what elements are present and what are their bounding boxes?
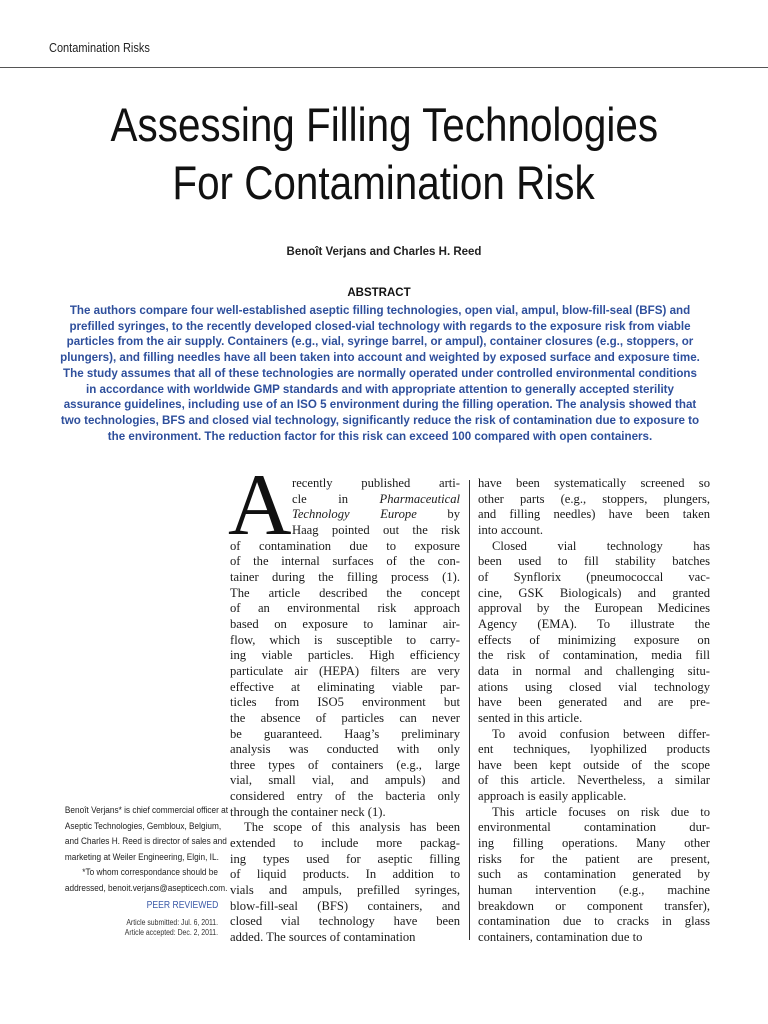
body-line: of contamination due to exposure bbox=[230, 538, 460, 553]
body-line: sented in this article. bbox=[478, 710, 583, 725]
bio-line: Aseptic Technologies, Gembloux, Belgium, bbox=[64, 820, 222, 832]
body-line: added. The sources of contamination bbox=[230, 930, 416, 945]
journal-name: Pharmaceutical bbox=[379, 491, 460, 506]
abstract-line: plungers), and filling needles have all been taken into account and weighted by exposed surface and exposure time. bbox=[60, 351, 700, 365]
abstract-line: The authors compare four well-established aseptic filling technologies, open vial, ampul, blow-fill-seal (BFS) and bbox=[69, 304, 691, 317]
body-line: of this article. Nevertheless, a similar bbox=[478, 773, 710, 788]
body-line: environmental contamination dur- bbox=[478, 820, 710, 835]
body-line: have been kept outside of the scope bbox=[478, 757, 710, 772]
body-line: tainer during the filling process (1). bbox=[230, 569, 460, 584]
header-rule bbox=[0, 67, 768, 68]
body-line: ing viable particles. High efficiency bbox=[230, 648, 460, 663]
submitted-date: Article submitted: Jul. 6, 2011. bbox=[126, 918, 218, 927]
body-line: of Synflorix (pneumococcal vac- bbox=[478, 569, 710, 584]
body-line: ticles from ISO5 environment but bbox=[230, 695, 460, 710]
body-line: have been generated and are pre- bbox=[478, 695, 710, 710]
body-line: Haag pointed out the risk bbox=[292, 522, 460, 537]
body-line: of the internal surfaces of the con- bbox=[230, 554, 460, 569]
body-line: contamination due to cracks in glass bbox=[478, 914, 710, 929]
body-line: analysis was conducted with only bbox=[230, 742, 460, 757]
body-line: blow-fill-seal (BFS) containers, and bbox=[230, 898, 460, 913]
body-line: breakdown or component transfer), bbox=[478, 898, 710, 913]
body-line: and filling needles) have been taken bbox=[478, 507, 710, 522]
body-text: by bbox=[416, 507, 460, 522]
body-line: effects of minimizing exposure on bbox=[478, 632, 710, 647]
abstract-line: particles from the air supply. Containers (e.g., vial, syringe barrel, or ampul), container closures (e.g., stoppers, or bbox=[66, 335, 694, 349]
journal-name: Technology Europe bbox=[292, 507, 417, 522]
peer-reviewed-label bbox=[40, 900, 218, 911]
abstract-heading: ABSTRACT bbox=[347, 287, 411, 299]
body-line: human intervention (e.g., machine bbox=[478, 883, 710, 898]
body-column-1-rest bbox=[230, 539, 460, 946]
body-line: effective at eliminating viable par- bbox=[230, 679, 460, 694]
body-line: containers, contamination due to bbox=[478, 930, 643, 945]
body-line: been used to fill stability batches bbox=[478, 554, 710, 569]
body-line: The scope of this analysis has been bbox=[244, 820, 460, 835]
title-line-2: For Contamination Risk bbox=[172, 156, 596, 209]
body-line: the absence of particles can never bbox=[230, 710, 460, 725]
abstract-line: in accordance with worldwide GMP standards and with appropriate attention to generally accepted sterility bbox=[86, 382, 674, 396]
body-line: To avoid confusion between differ- bbox=[492, 726, 710, 741]
article-title bbox=[0, 96, 768, 212]
body-line: the risk of contamination, media fill bbox=[478, 648, 710, 663]
body-line: data in normal and challenging situ- bbox=[478, 663, 710, 678]
body-line: through the container neck (1). bbox=[230, 804, 386, 819]
body-line: This article focuses on risk due to bbox=[492, 804, 710, 819]
body-line: recently published arti- bbox=[292, 476, 460, 490]
body-text: cle in bbox=[292, 491, 380, 506]
body-line: The article described the concept bbox=[230, 585, 460, 600]
body-line: be guaranteed. Haag’s preliminary bbox=[230, 726, 460, 741]
peer-reviewed-text: PEER REVIEWED bbox=[146, 900, 218, 911]
abstract-body bbox=[60, 303, 700, 444]
author-bio bbox=[40, 803, 229, 897]
body-line: approach is easily applicable. bbox=[478, 789, 627, 804]
abstract-line: the environment. The reduction factor for this risk can exceed 100 compared with open containers. bbox=[107, 429, 653, 443]
body-line: based on exposure to laminar air- bbox=[230, 616, 460, 631]
body-line: other parts (e.g., stoppers, plungers, bbox=[478, 491, 710, 506]
body-line: of an environmental risk approach bbox=[230, 601, 460, 616]
bio-line: Benoît Verjans* is chief commercial officer at bbox=[64, 805, 229, 816]
section-label: Contamination Risks bbox=[49, 41, 150, 55]
bio-line: marketing at Weiler Engineering, Elgin, IL. bbox=[64, 851, 219, 863]
body-line: considered entry of the bacteria only bbox=[230, 789, 460, 804]
bio-line: addressed, benoit.verjans@asepticech.com. bbox=[64, 882, 228, 894]
body-line: ent techniques, lyophilized products bbox=[478, 742, 710, 757]
body-line: cine, GSK Biologicals) and granted bbox=[478, 585, 710, 600]
body-column-2-rest bbox=[478, 476, 710, 946]
body-line: approval by the European Medicines bbox=[478, 601, 710, 616]
body-line: Agency (EMA). To illustrate the bbox=[478, 616, 710, 631]
body-line: flow, which is susceptible to carry- bbox=[230, 632, 460, 647]
abstract-line: assurance guidelines, including use of an ISO 5 environment during the filling operation. The analysis showed that bbox=[63, 398, 697, 412]
body-line: risks for the patient are present, bbox=[478, 851, 710, 866]
abstract-line: The study assumes that all of these technologies are normally operated under controlled environmental conditions bbox=[63, 366, 697, 380]
body-line bbox=[230, 507, 460, 523]
bio-line: *To whom correspondance should be bbox=[82, 867, 218, 879]
body-line: Closed vial technology has bbox=[492, 538, 710, 553]
author-byline: Benoît Verjans and Charles H. Reed bbox=[286, 246, 482, 258]
drop-cap: A bbox=[228, 457, 292, 554]
body-line: have been systematically screened so bbox=[478, 476, 710, 490]
body-line: such as contamination generated by bbox=[478, 867, 710, 882]
body-line: ing types used for aseptic filling bbox=[230, 851, 460, 866]
accepted-date: Article accepted: Dec. 2, 2011. bbox=[124, 928, 218, 937]
abstract-line: prefilled syringes, to the recently developed closed-vial technology with regards to the exposure risk from viable bbox=[69, 319, 691, 333]
body-line: into account. bbox=[478, 522, 544, 537]
body-line: closed vial technology have been bbox=[230, 914, 460, 929]
body-line: vials and ampuls, prefilled syringes, bbox=[230, 883, 460, 898]
title-line-1: Assessing Filling Technologies bbox=[110, 98, 658, 151]
body-line: of liquid products. In addition to bbox=[230, 867, 460, 882]
body-column-2 bbox=[478, 476, 710, 946]
column-rule bbox=[469, 480, 470, 940]
body-line: ations using closed vial technology bbox=[478, 679, 710, 694]
bio-line: and Charles H. Reed is director of sales and bbox=[64, 836, 227, 848]
body-line: particulate air (HEPA) filters are very bbox=[230, 663, 460, 678]
body-line: three types of containers (e.g., large bbox=[230, 757, 460, 772]
abstract-line: two technologies, BFS and closed vial technology, significantly reduce the risk of contamination due to exposure to bbox=[60, 413, 700, 427]
body-line bbox=[230, 492, 460, 508]
article-dates bbox=[40, 918, 218, 938]
body-line: vial, small vial, and ampuls) and bbox=[230, 773, 460, 788]
body-line: extended to include more packag- bbox=[230, 836, 460, 851]
body-column-1 bbox=[230, 476, 460, 946]
body-line: ing filling operations. Many other bbox=[478, 836, 710, 851]
